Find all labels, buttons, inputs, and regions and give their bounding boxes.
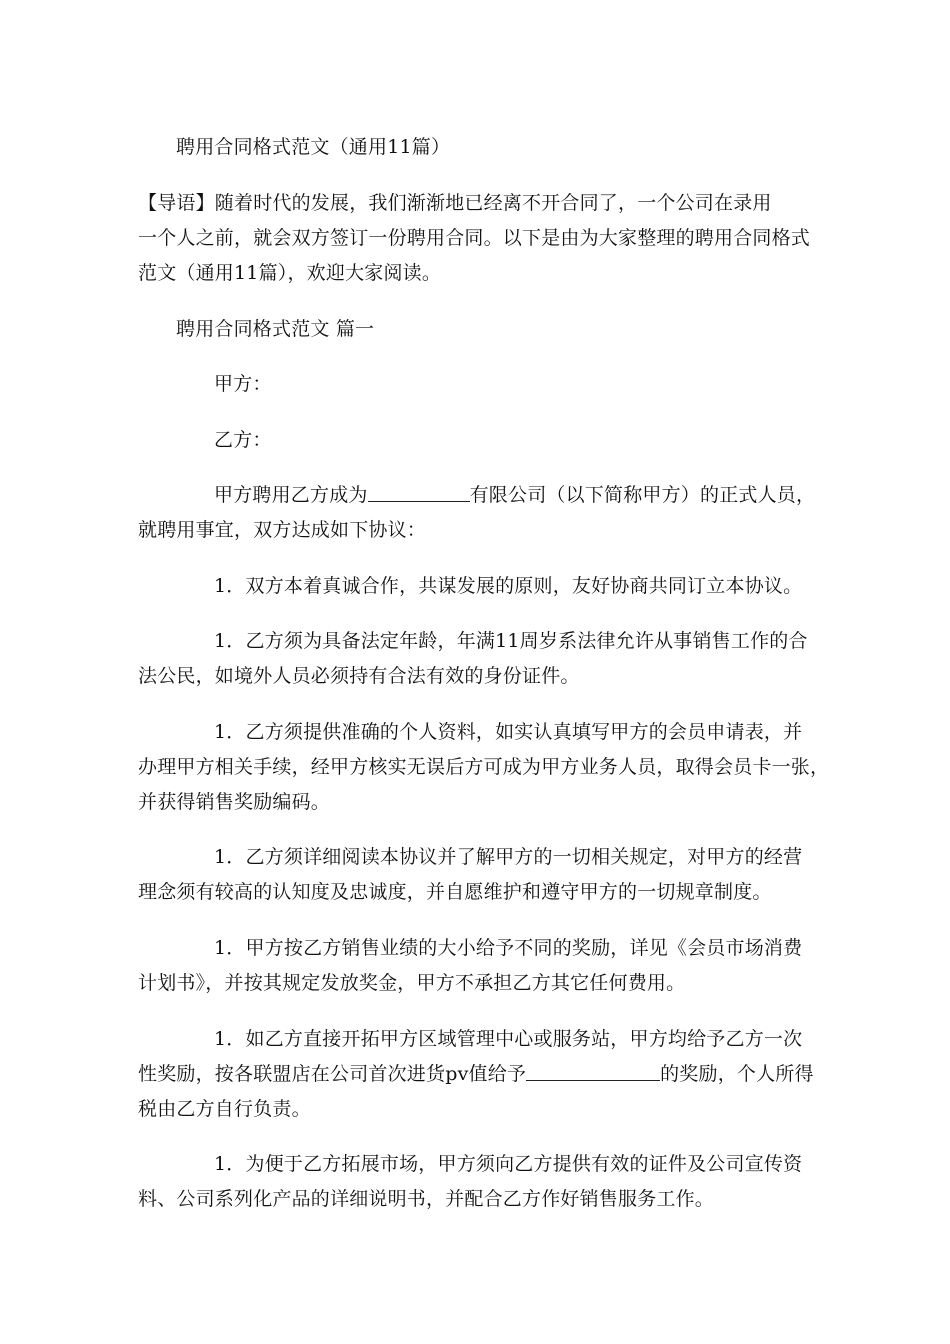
clause-6-text-after-blank: 的奖励，个人所得 [660,1063,814,1085]
party-b-label: 乙方： [214,429,272,451]
clause-2-line-2: 法公民，如境外人员必须持有合法有效的身份证件。 [138,665,580,687]
clause-3-line-1: 1．乙方须提供准确的个人资料，如实认真填写甲方的会员申请表，并 [214,721,803,743]
intro-line-2: 一个人之前，就会双方签订一份聘用合同。以下是由为大家整理的聘用合同格式 [138,227,811,249]
clause-6-line-3: 税由乙方自行负责。 [138,1098,311,1120]
document-title: 聘用合同格式范文（通用11篇） [176,136,451,158]
engagement-text-before-blank: 甲方聘用乙方成为 [214,484,368,506]
company-name-blank [368,481,470,502]
section-heading: 聘用合同格式范文 篇一 [176,318,375,340]
clause-1-line-1: 1．双方本着真诚合作，共谋发展的原则，友好协商共同订立本协议。 [214,575,803,597]
engagement-text-after-blank: 有限公司（以下简称甲方）的正式人员， [469,484,816,506]
clause-7-line-1: 1．为便于乙方拓展市场，甲方须向乙方提供有效的证件及公司宣传资 [214,1153,803,1175]
clause-6-line-2 [138,1057,828,1092]
intro-line-1: 【导语】随着时代的发展，我们渐渐地已经离不开合同了，一个公司在录用 [138,192,772,214]
reward-amount-blank [526,1060,660,1081]
clause-5-line-1: 1．甲方按乙方销售业绩的大小给予不同的奖励，详见《会员市场消费 [214,937,803,959]
clause-6-line-1: 1．如乙方直接开拓甲方区域管理中心或服务站，甲方均给予乙方一次 [214,1028,803,1050]
clause-2-line-1: 1．乙方须为具备法定年龄，年满11周岁系法律允许从事销售工作的合 [214,630,808,652]
clause-3-line-2: 办理甲方相关手续，经甲方核实无误后方可成为甲方业务人员，取得会员卡一张， [138,756,830,778]
party-a-label: 甲方： [214,373,272,395]
clause-3-line-3: 并获得销售奖励编码。 [138,791,331,813]
engagement-line-1 [214,478,904,513]
clause-7-line-2: 料、公司系列化产品的详细说明书，并配合乙方作好销售服务工作。 [138,1188,715,1210]
clause-4-line-1: 1．乙方须详细阅读本协议并了解甲方的一切相关规定，对甲方的经营 [214,846,803,868]
engagement-line-2: 就聘用事宜，双方达成如下协议： [138,519,427,541]
clause-4-line-2: 理念须有较高的认知度及忠诚度，并自愿维护和遵守甲方的一切规章制度。 [138,881,772,903]
clause-5-line-2: 计划书》，并按其规定发放奖金，甲方不承担乙方其它任何费用。 [138,972,686,994]
clause-6-text-before-blank: 性奖励，按各联盟店在公司首次进货pv值给予 [138,1063,527,1085]
intro-line-3: 范文（通用11篇），欢迎大家阅读。 [138,262,442,284]
